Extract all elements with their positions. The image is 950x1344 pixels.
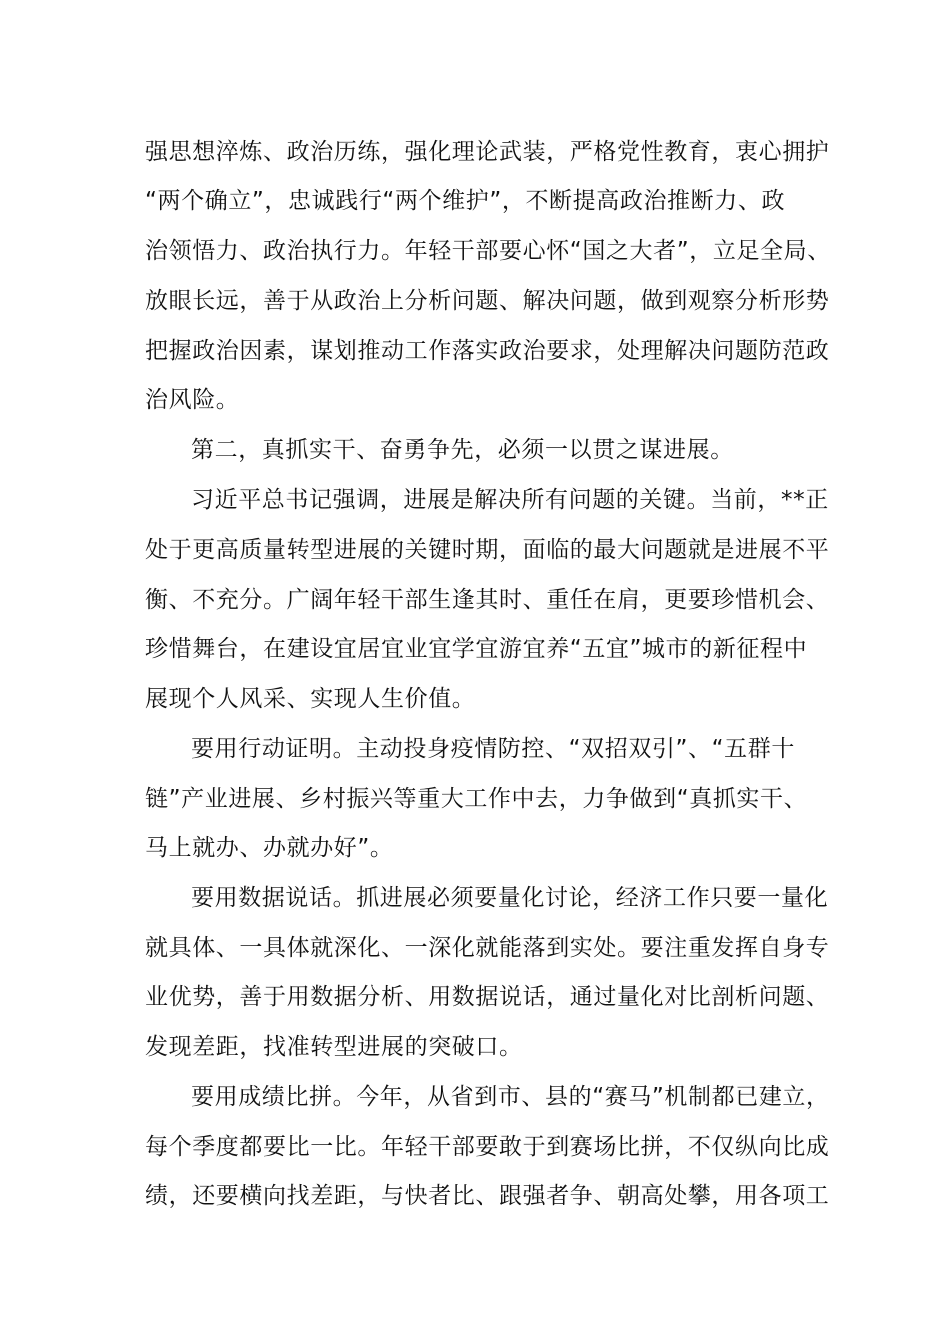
text-line: 链”产业进展、乡村振兴等重大工作中去，力争做到“真抓实干、 — [145, 786, 808, 812]
text-line: 就具体、一具体就深化、一深化就能落到实处。要注重发挥自身专 — [145, 935, 830, 961]
text-line: 绩，还要横向找差距，与快者比、跟强者争、朝高处攀，用各项工 — [145, 1183, 830, 1209]
text-line: 展现个人风采、实现人生价值。 — [145, 686, 476, 712]
text-line: 习近平总书记强调，进展是解决所有问题的关键。当前，**正 — [191, 487, 829, 513]
text-line: “两个确立”，忠诚践行“两个维护”，不断提高政治推断力、政 — [145, 188, 786, 214]
text-line: 治风险。 — [145, 387, 240, 413]
text-line: 发现差距，找准转型进展的突破口。 — [145, 1034, 523, 1060]
text-line: 珍惜舞台，在建设宜居宜业宜学宜游宜养“五宜”城市的新征程中 — [145, 636, 808, 662]
text-line: 治领悟力、政治执行力。年轻干部要心怀“国之大者”，立足全局、 — [145, 238, 831, 264]
text-line: 强思想淬炼、政治历练，强化理论武装，严格党性教育，衷心拥护 — [145, 139, 830, 165]
text-line: 马上就办、办就办好”。 — [145, 835, 394, 861]
text-line: 要用数据说话。抓进展必须要量化讨论，经济工作只要一量化 — [191, 885, 829, 911]
text-line: 业优势，善于用数据分析、用数据说话，通过量化对比剖析问题、 — [145, 984, 830, 1010]
text-line: 放眼长远，善于从政治上分析问题、解决问题，做到观察分析形势 — [145, 288, 830, 314]
text-line: 处于更高质量转型进展的关键时期，面临的最大问题就是进展不平 — [145, 537, 830, 563]
text-line: 每个季度都要比一比。年轻干部要敢于到赛场比拼，不仅纵向比成 — [145, 1134, 830, 1160]
text-line: 衡、不充分。广阔年轻干部生逢其时、重任在肩，更要珍惜机会、 — [145, 587, 830, 613]
section-heading: 第二，真抓实干、奋勇争先，必须一以贯之谋进展。 — [191, 437, 734, 463]
text-line: 要用行动证明。主动投身疫情防控、“双招双引”、“五群十 — [191, 736, 795, 762]
text-line: 把握政治因素，谋划推动工作落实政治要求，处理解决问题防范政 — [145, 338, 830, 364]
text-line: 要用成绩比拼。今年，从省到市、县的“赛马”机制都已建立， — [191, 1084, 830, 1110]
